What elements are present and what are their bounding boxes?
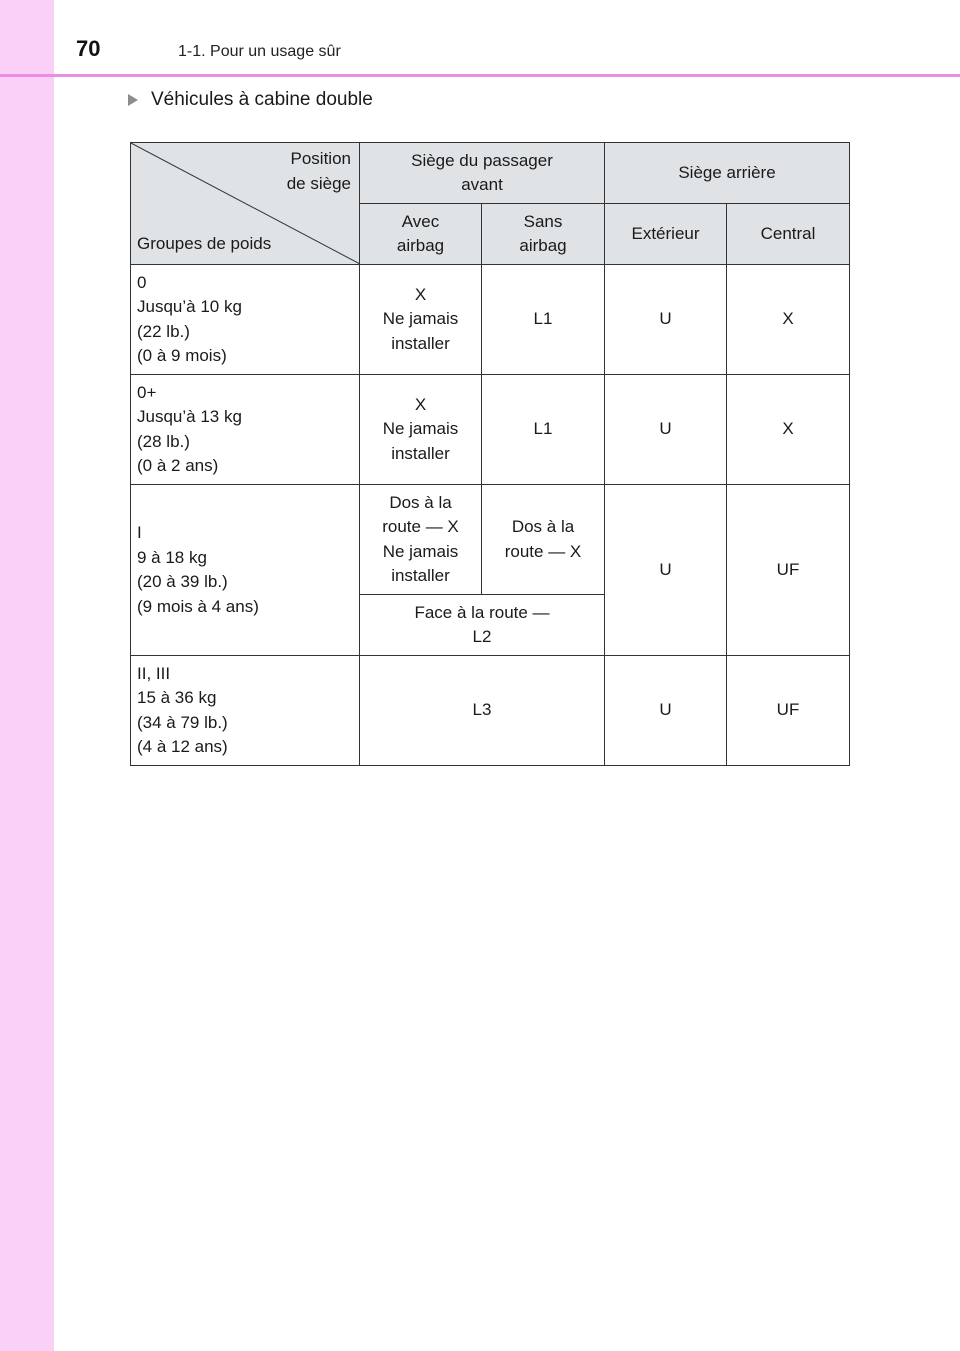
without-airbag-cell: Dos à la route — X bbox=[482, 485, 605, 595]
without-airbag-cell: L1 bbox=[482, 375, 605, 485]
outer-cell: U bbox=[605, 375, 727, 485]
corner-position-label: Position de siège bbox=[286, 149, 351, 193]
table-row bbox=[131, 656, 850, 766]
subheading bbox=[128, 89, 373, 111]
weight-group-cell: 0+ Jusqu’à 13 kg (28 lb.) (0 à 2 ans) bbox=[131, 375, 360, 485]
outer-cell: U bbox=[605, 656, 727, 766]
header-rear-seat: Siège arrière bbox=[605, 143, 850, 204]
weight-group-cell: I 9 à 18 kg (20 à 39 lb.) (9 mois à 4 ans) bbox=[131, 485, 360, 656]
with-airbag-cell: Dos à la route — X Ne jamais installer bbox=[360, 485, 482, 595]
triangle-bullet-icon bbox=[128, 94, 138, 106]
center-cell: UF bbox=[727, 656, 850, 766]
front-seat-cell: L3 bbox=[360, 656, 605, 766]
table-row bbox=[131, 375, 850, 485]
header-front-passenger-seat: Siège du passager avant bbox=[360, 143, 605, 204]
outer-cell: U bbox=[605, 265, 727, 375]
with-airbag-cell: X Ne jamais installer bbox=[360, 265, 482, 375]
table-corner-cell bbox=[131, 143, 360, 265]
table-row bbox=[131, 265, 850, 375]
page-number: 70 bbox=[76, 36, 101, 61]
page-sidebar-band bbox=[0, 0, 54, 1351]
weight-group-cell: II, III 15 à 36 kg (34 à 79 lb.) (4 à 12 ans) bbox=[131, 656, 360, 766]
corner-weight-group-label: Groupes de poids bbox=[137, 233, 272, 253]
table-row bbox=[131, 485, 850, 595]
center-cell: X bbox=[727, 375, 850, 485]
header-divider bbox=[0, 74, 960, 77]
header-with-airbag: Avec airbag bbox=[360, 204, 482, 265]
subheading-text: Véhicules à cabine double bbox=[151, 89, 373, 110]
seat-compatibility-table bbox=[130, 142, 850, 766]
center-cell: UF bbox=[727, 485, 850, 656]
header-center: Central bbox=[727, 204, 850, 265]
with-airbag-cell: X Ne jamais installer bbox=[360, 375, 482, 485]
outer-cell: U bbox=[605, 485, 727, 656]
weight-group-cell: 0 Jusqu’à 10 kg (22 lb.) (0 à 9 mois) bbox=[131, 265, 360, 375]
header-without-airbag: Sans airbag bbox=[482, 204, 605, 265]
header-outer: Extérieur bbox=[605, 204, 727, 265]
section-title: 1-1. Pour un usage sûr bbox=[178, 43, 341, 60]
forward-facing-cell: Face à la route — L2 bbox=[360, 595, 605, 656]
center-cell: X bbox=[727, 265, 850, 375]
without-airbag-cell: L1 bbox=[482, 265, 605, 375]
